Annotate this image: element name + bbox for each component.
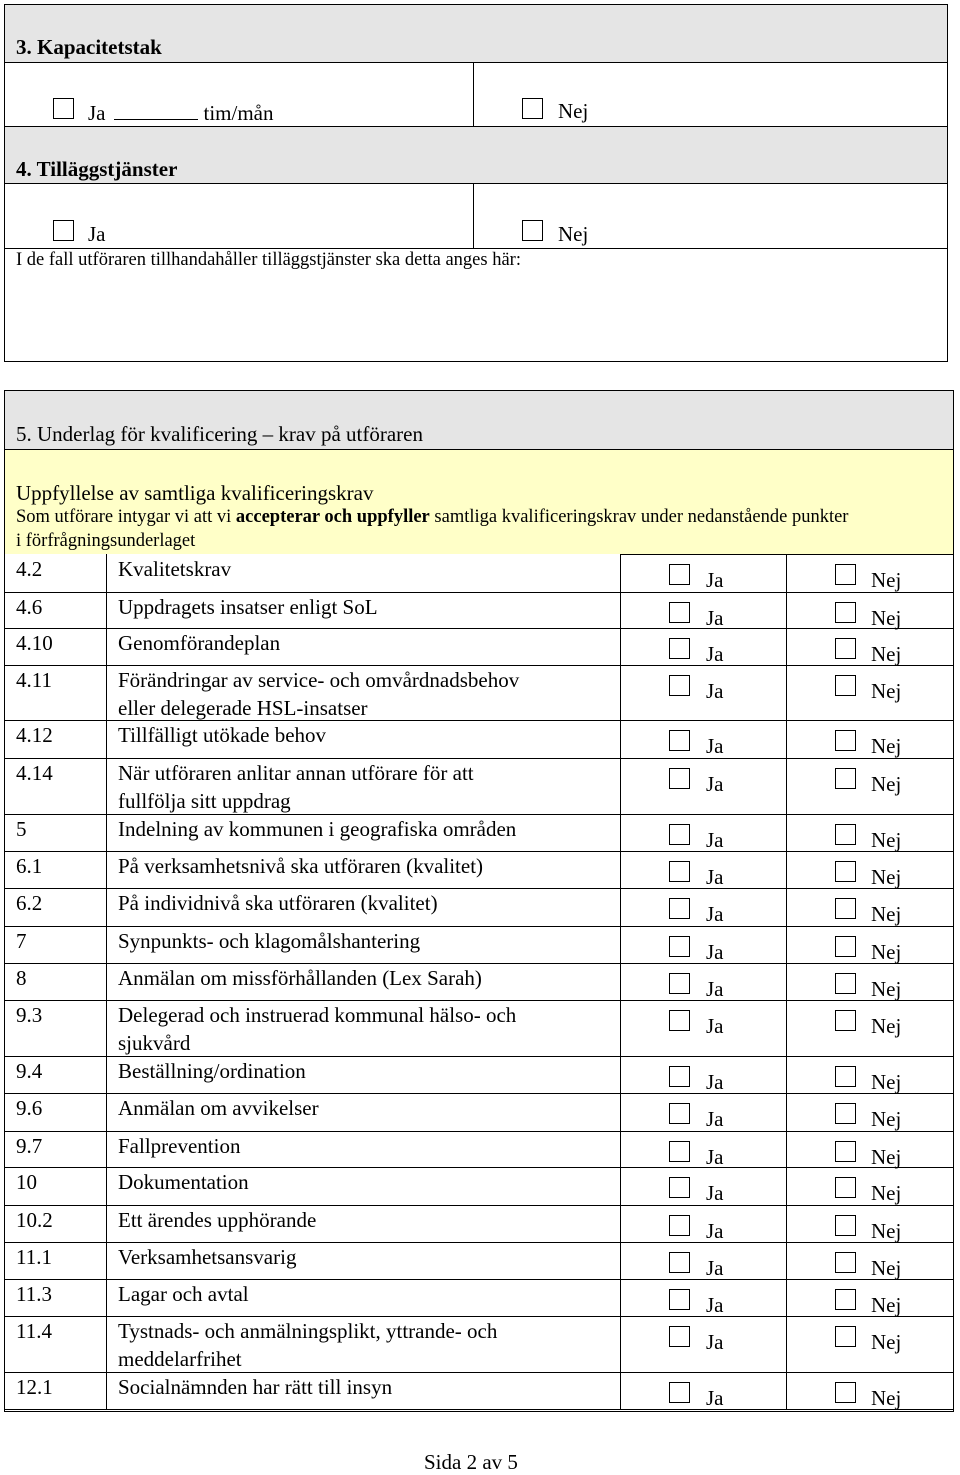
requirement-text-line2: sjukvård: [118, 1031, 191, 1055]
requirement-text: Förändringar av service- och omvårdnadsbehov: [118, 668, 520, 692]
requirement-ja-checkbox[interactable]: [669, 936, 690, 957]
requirement-text: När utföraren anlitar annan utförare för att: [118, 761, 474, 785]
capacity-ja-option: [88, 99, 274, 126]
requirement-nej-label: Nej: [871, 679, 902, 703]
requirement-ja-checkbox[interactable]: [669, 1141, 690, 1162]
table-col-line: [106, 554, 107, 1409]
requirement-text-line2: fullfölja sitt uppdrag: [118, 789, 291, 813]
requirement-ja-checkbox[interactable]: [669, 1010, 690, 1031]
capacity-unit-label: tim/mån: [203, 101, 274, 125]
requirement-text: Lagar och avtal: [118, 1282, 249, 1306]
requirement-ja-label: Ja: [706, 1330, 724, 1354]
requirement-text: På verksamhetsnivå ska utföraren (kvalitet): [118, 854, 484, 878]
requirement-nej-checkbox[interactable]: [835, 1010, 856, 1031]
qualification-intro-line2: i förfrågningsunderlaget: [16, 531, 196, 551]
requirement-nej-checkbox[interactable]: [835, 1215, 856, 1236]
requirement-text: Anmälan om avvikelser: [118, 1096, 319, 1120]
requirement-nej-checkbox[interactable]: [835, 1289, 856, 1310]
requirement-text: Kvalitetskrav: [118, 557, 232, 581]
requirement-ja-checkbox[interactable]: [669, 638, 690, 659]
requirement-number: 4.12: [16, 723, 53, 747]
requirement-ja-checkbox[interactable]: [669, 973, 690, 994]
requirement-nej-label: Nej: [871, 642, 902, 666]
requirement-number: 4.6: [16, 595, 43, 619]
requirement-nej-checkbox[interactable]: [835, 730, 856, 751]
requirement-nej-checkbox[interactable]: [835, 1177, 856, 1198]
requirement-ja-label: Ja: [706, 606, 724, 630]
requirement-number: 8: [16, 966, 27, 990]
requirement-ja-label: Ja: [706, 977, 724, 1001]
requirement-nej-label: Nej: [871, 828, 902, 852]
capacity-ja-checkbox[interactable]: [53, 98, 74, 119]
requirement-ja-label: Ja: [706, 1293, 724, 1317]
requirement-number: 10.2: [16, 1208, 53, 1232]
requirement-ja-label: Ja: [706, 1256, 724, 1280]
requirement-ja-label: Ja: [706, 865, 724, 889]
requirement-nej-checkbox[interactable]: [835, 898, 856, 919]
requirement-ja-label: Ja: [706, 1145, 724, 1169]
requirement-ja-checkbox[interactable]: [669, 1177, 690, 1198]
requirement-nej-checkbox[interactable]: [835, 1382, 856, 1403]
capacity-ja-label: Ja: [88, 101, 106, 125]
requirement-ja-checkbox[interactable]: [669, 1215, 690, 1236]
requirement-ja-label: Ja: [706, 828, 724, 852]
capacity-nej-label: Nej: [558, 99, 589, 123]
requirement-ja-checkbox[interactable]: [669, 898, 690, 919]
services-nej-label: Nej: [558, 222, 589, 246]
requirement-ja-checkbox[interactable]: [669, 768, 690, 789]
requirement-nej-label: Nej: [871, 1107, 902, 1131]
requirement-nej-label: Nej: [871, 1386, 902, 1410]
services-ja-checkbox[interactable]: [53, 220, 74, 241]
requirement-text: Beställning/ordination: [118, 1059, 306, 1083]
requirement-nej-label: Nej: [871, 1181, 902, 1205]
services-ja-label: Ja: [88, 222, 106, 246]
requirement-ja-label: Ja: [706, 1219, 724, 1243]
requirement-number: 6.2: [16, 891, 43, 915]
section-5-title: 5. Underlag för kvalificering – krav på utföraren: [16, 422, 423, 446]
requirement-nej-checkbox[interactable]: [835, 602, 856, 623]
requirement-ja-checkbox[interactable]: [669, 1103, 690, 1124]
requirement-ja-checkbox[interactable]: [669, 1252, 690, 1273]
requirement-ja-label: Ja: [706, 679, 724, 703]
requirement-nej-checkbox[interactable]: [835, 824, 856, 845]
requirement-ja-label: Ja: [706, 772, 724, 796]
requirement-text: Fallprevention: [118, 1134, 241, 1158]
capacity-hours-blank[interactable]: [114, 99, 198, 120]
services-note: I de fall utföraren tillhandahåller tilläggstjänster ska detta anges här:: [16, 250, 521, 270]
requirement-nej-label: Nej: [871, 865, 902, 889]
requirement-nej-checkbox[interactable]: [835, 1141, 856, 1162]
requirement-number: 6.1: [16, 854, 43, 878]
requirement-ja-checkbox[interactable]: [669, 564, 690, 585]
requirement-ja-label: Ja: [706, 902, 724, 926]
requirement-nej-label: Nej: [871, 902, 902, 926]
services-nej-checkbox[interactable]: [522, 220, 543, 241]
services-description-area[interactable]: [5, 275, 947, 361]
requirement-ja-label: Ja: [706, 642, 724, 666]
requirement-ja-label: Ja: [706, 1107, 724, 1131]
requirement-ja-label: Ja: [706, 1386, 724, 1410]
requirement-ja-checkbox[interactable]: [669, 1289, 690, 1310]
requirement-number: 11.3: [16, 1282, 52, 1306]
requirement-nej-checkbox[interactable]: [835, 638, 856, 659]
qualification-intro-text: Som utförare intygar vi att vi accepterar och uppfyller samtliga kvalificeringskrav under nedanstående punkter: [16, 507, 849, 527]
requirement-ja-checkbox[interactable]: [669, 730, 690, 751]
requirement-ja-checkbox[interactable]: [669, 1066, 690, 1087]
requirement-nej-label: Nej: [871, 977, 902, 1001]
requirement-number: 11.4: [16, 1319, 52, 1343]
requirement-number: 5: [16, 817, 27, 841]
page-number: Sida 2 av 5: [424, 1450, 518, 1474]
requirement-text: Uppdragets insatser enligt SoL: [118, 595, 378, 619]
requirement-text: Dokumentation: [118, 1170, 249, 1194]
requirement-ja-label: Ja: [706, 734, 724, 758]
requirement-text-line2: eller delegerade HSL-insatser: [118, 696, 368, 720]
table-col-line: [786, 554, 787, 1409]
requirement-nej-checkbox[interactable]: [835, 768, 856, 789]
requirement-text: Synpunkts- och klagomålshantering: [118, 929, 421, 953]
requirement-text: Tillfälligt utökade behov: [118, 723, 327, 747]
requirement-nej-checkbox[interactable]: [835, 936, 856, 957]
requirement-number: 12.1: [16, 1375, 53, 1399]
requirement-number: 9.3: [16, 1003, 43, 1027]
requirement-nej-checkbox[interactable]: [835, 564, 856, 585]
requirement-text: Genomförandeplan: [118, 631, 281, 655]
requirement-number: 9.6: [16, 1096, 43, 1120]
section-4-title: 4. Tilläggstjänster: [16, 157, 178, 181]
requirement-nej-label: Nej: [871, 940, 902, 964]
requirement-number: 4.2: [16, 557, 43, 581]
requirement-nej-checkbox[interactable]: [835, 675, 856, 696]
table-col-line: [620, 554, 621, 1409]
requirement-number: 11.1: [16, 1245, 52, 1269]
requirement-number: 9.4: [16, 1059, 43, 1083]
capacity-nej-checkbox[interactable]: [522, 98, 543, 119]
requirement-nej-label: Nej: [871, 734, 902, 758]
requirement-ja-checkbox[interactable]: [669, 861, 690, 882]
requirement-number: 9.7: [16, 1134, 43, 1158]
requirement-number: 7: [16, 929, 27, 953]
requirement-nej-label: Nej: [871, 1145, 902, 1169]
requirement-ja-checkbox[interactable]: [669, 602, 690, 623]
requirement-nej-label: Nej: [871, 1293, 902, 1317]
requirement-nej-checkbox[interactable]: [835, 1252, 856, 1273]
requirement-nej-checkbox[interactable]: [835, 973, 856, 994]
requirement-nej-checkbox[interactable]: [835, 1103, 856, 1124]
requirement-text: Socialnämnden har rätt till insyn: [118, 1375, 393, 1399]
requirement-nej-checkbox[interactable]: [835, 1326, 856, 1347]
requirement-ja-checkbox[interactable]: [669, 1382, 690, 1403]
requirement-nej-label: Nej: [871, 568, 902, 592]
requirement-text: Delegerad och instruerad kommunal hälso- och: [118, 1003, 517, 1027]
requirement-nej-label: Nej: [871, 772, 902, 796]
requirement-text: På individnivå ska utföraren (kvalitet): [118, 891, 438, 915]
requirement-nej-label: Nej: [871, 1256, 902, 1280]
requirement-text: Ett ärendes upphörande: [118, 1208, 317, 1232]
requirement-text: Anmälan om missförhållanden (Lex Sarah): [118, 966, 482, 990]
requirement-number: 4.14: [16, 761, 53, 785]
requirement-number: 4.11: [16, 668, 52, 692]
requirement-nej-label: Nej: [871, 1014, 902, 1038]
requirement-ja-label: Ja: [706, 1181, 724, 1205]
requirement-nej-checkbox[interactable]: [835, 861, 856, 882]
requirement-ja-label: Ja: [706, 1070, 724, 1094]
requirement-ja-label: Ja: [706, 1014, 724, 1038]
requirement-ja-checkbox[interactable]: [669, 675, 690, 696]
requirement-ja-checkbox[interactable]: [669, 1326, 690, 1347]
requirement-text-line2: meddelarfrihet: [118, 1347, 242, 1371]
requirement-text: Tystnads- och anmälningsplikt, yttrande- och: [118, 1319, 498, 1343]
requirement-ja-label: Ja: [706, 940, 724, 964]
requirement-nej-label: Nej: [871, 606, 902, 630]
requirement-nej-label: Nej: [871, 1330, 902, 1354]
table-row-line: [5, 1409, 953, 1410]
requirement-nej-label: Nej: [871, 1070, 902, 1094]
requirement-nej-checkbox[interactable]: [835, 1066, 856, 1087]
qualification-subtitle: Uppfyllelse av samtliga kvalificeringskrav: [16, 481, 374, 505]
requirement-number: 10: [16, 1170, 37, 1194]
requirement-ja-checkbox[interactable]: [669, 824, 690, 845]
requirement-number: 4.10: [16, 631, 53, 655]
section-3-title: 3. Kapacitetstak: [16, 35, 162, 59]
requirement-text: Indelning av kommunen i geografiska områden: [118, 817, 517, 841]
requirement-ja-label: Ja: [706, 568, 724, 592]
requirement-text: Verksamhetsansvarig: [118, 1245, 297, 1269]
requirement-nej-label: Nej: [871, 1219, 902, 1243]
